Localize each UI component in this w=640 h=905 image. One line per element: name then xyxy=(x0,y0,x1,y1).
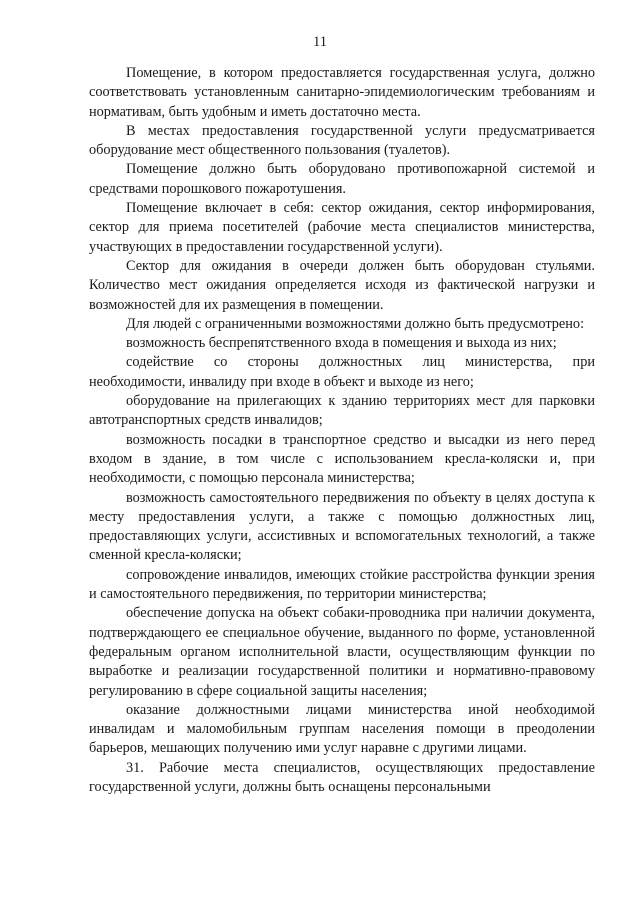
paragraph-premises-requirements: Помещение, в котором предоставляется государственная услуга, должно соответствовать установленным санитарно-эпидемиологическим требованиям и нормативам, быть удобным и иметь достаточно места. xyxy=(89,65,595,120)
list-item-entry-assistance: содействие со стороны должностных лиц министерства, при необходимости, инвалиду при входе в объект и выходе из него; xyxy=(89,354,595,390)
list-item-vehicle-boarding: возможность посадки в транспортное средство и высадки из него перед входом в здание, в том числе с использованием кресла-коляски и, при необходимости, с помощью персонала министерства; xyxy=(89,431,595,487)
paragraph-31-workplaces: 31. Рабочие места специалистов, осуществляющих предоставление государственной услуги, должны быть оснащены персональными xyxy=(89,759,595,795)
document-body xyxy=(89,64,595,797)
list-item-escort: сопровождение инвалидов, имеющих стойкие расстройства функции зрения и самостоятельного передвижения, по территории министерства; xyxy=(89,566,595,603)
list-item-other-assistance: оказание должностными лицами министерства иной необходимой инвалидам и маломобильным группам населения помощи в преодолении барьеров, мешающих получению ими услуг наравне с другими лицами. xyxy=(89,701,595,757)
list-item-guide-dog: обеспечение допуска на объект собаки-проводника при наличии документа, подтверждающего ее специальное обучение, выданного по форме, установленной федеральным органом исполнительной власти, осуществляющим функции по выработке и реализации государственной политики и нормативно-правовому регулированию в сфере социальной защиты населения; xyxy=(89,605,595,699)
paragraph-waiting-sector: Сектор для ожидания в очереди должен быть оборудован стульями. Количество мест ожидания определяется исходя из фактической нагрузки и возможностей для их размещения в помещении. xyxy=(89,257,595,313)
list-item-independent-movement: возможность самостоятельного передвижения по объекту в целях доступа к месту предоставления услуги, а также с помощью должностных лиц, предоставляющих услуги, ассистивных и вспомогательных технологий, а также сменной кресла-коляски; xyxy=(89,489,595,564)
page-number: 11 xyxy=(313,34,327,50)
paragraph-premises-sectors: Помещение включает в себя: сектор ожидания, сектор информирования, сектор для приема посетителей (рабочие места специалистов министерства, участвующих в предоставлении государственной услуги). xyxy=(89,200,595,255)
paragraph-fire-safety: Помещение должно быть оборудовано противопожарной системой и средствами порошкового пожаротушения. xyxy=(89,161,595,197)
list-item-parking: оборудование на прилегающих к зданию территориях мест для парковки автотранспортных средств инвалидов; xyxy=(89,393,595,429)
list-item-unobstructed-entry: возможность беспрепятственного входа в помещения и выхода из них; xyxy=(126,335,557,352)
paragraph-disability-intro: Для людей с ограниченными возможностями должно быть предусмотрено: xyxy=(126,315,585,332)
paragraph-public-facilities: В местах предоставления государственной услуги предусматривается оборудование мест общественного пользования (туалетов). xyxy=(89,122,595,159)
